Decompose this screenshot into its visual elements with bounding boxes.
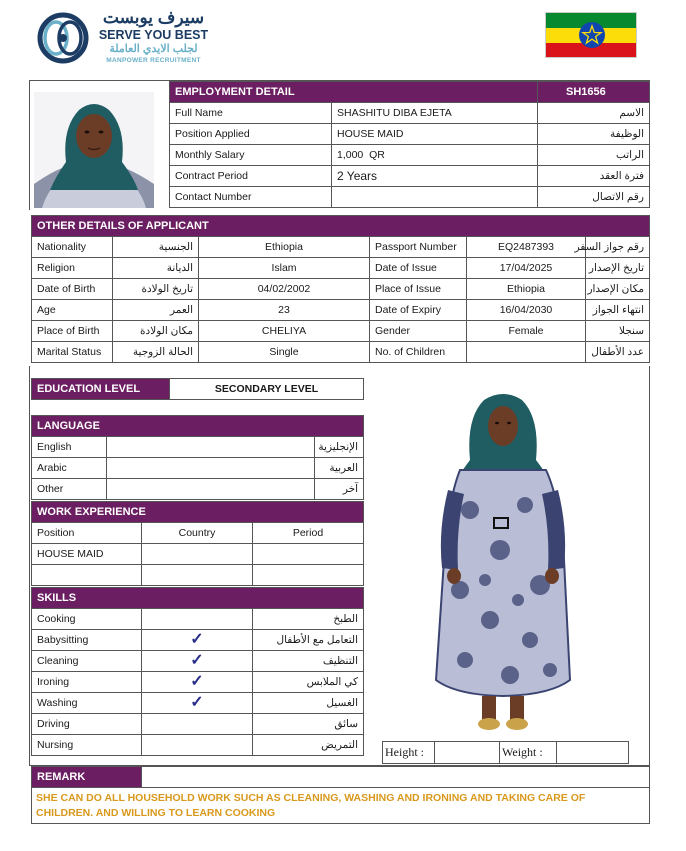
table-row <box>32 300 650 321</box>
passport-detail-value: Female <box>467 321 586 342</box>
weight-label: Weight : <box>500 742 557 764</box>
weight-value <box>557 742 629 764</box>
contract-period-value: 2 Years <box>332 166 538 187</box>
remark-line-2: CHILDREN. AND WILLING TO LEARN COOKING <box>36 806 276 819</box>
monthly-salary-value: 1,000 QR <box>332 145 538 166</box>
passport-detail-arabic-label: انتهاء الجواز <box>586 300 650 321</box>
table-row <box>32 279 650 300</box>
language-title: LANGUAGE <box>32 416 364 437</box>
language-label: English <box>32 437 107 458</box>
passport-detail-arabic-label: سنجلا <box>586 321 650 342</box>
detail-label: Place of Birth <box>32 321 113 342</box>
passport-detail-value: 17/04/2025 <box>467 258 586 279</box>
detail-arabic-label: الجنسية <box>113 237 199 258</box>
table-row <box>32 437 364 458</box>
full-name-value: SHASHITU DIBA EJETA <box>332 103 538 124</box>
table-row <box>170 103 650 124</box>
passport-detail-value <box>467 342 586 363</box>
position-applied-value: HOUSE MAID <box>332 124 538 145</box>
checkmark-icon: ✓ <box>142 693 253 714</box>
work-period <box>253 544 364 565</box>
table-row <box>32 651 364 672</box>
table-row <box>170 187 650 208</box>
table-row <box>32 630 364 651</box>
detail-label: Age <box>32 300 113 321</box>
other-details-title: OTHER DETAILS OF APPLICANT <box>32 216 650 237</box>
remark-line-1: SHE CAN DO ALL HOUSEHOLD WORK SUCH AS CLEANING, WASHING AND IRONING AND TAKING CARE OF <box>36 791 586 804</box>
skill-check-cell <box>142 609 253 630</box>
table-row <box>32 714 364 735</box>
passport-detail-value: 16/04/2030 <box>467 300 586 321</box>
passport-detail-label: No. of Children <box>370 342 467 363</box>
contact-number-label: Contact Number <box>170 187 332 208</box>
checkmark-icon: ✓ <box>142 630 253 651</box>
skill-label: Cooking <box>32 609 142 630</box>
passport-detail-value: EQ2487393 <box>467 237 586 258</box>
skill-arabic-label: التمريض <box>253 735 364 756</box>
brand-arabic-name: سيرف يوبست <box>102 8 205 27</box>
ethiopia-flag-icon <box>545 12 637 58</box>
table-row <box>32 458 364 479</box>
language-label: Other <box>32 479 107 500</box>
brand-english-name: SERVE YOU BEST <box>98 28 209 42</box>
passport-detail-arabic-label: عدد الأطفال <box>586 342 650 363</box>
contact-number-value <box>332 187 538 208</box>
detail-value: Islam <box>199 258 370 279</box>
reference-code: SH1656 <box>538 82 650 103</box>
skill-arabic-label: الطبخ <box>253 609 364 630</box>
remark-table <box>31 766 650 824</box>
detail-label: Religion <box>32 258 113 279</box>
work-position: HOUSE MAID <box>32 544 142 565</box>
checkmark-icon: ✓ <box>142 672 253 693</box>
skills-title: SKILLS <box>32 588 364 609</box>
language-arabic-label: العربية <box>315 458 364 479</box>
detail-value: CHELIYA <box>199 321 370 342</box>
skill-label: Washing <box>32 693 142 714</box>
skill-label: Driving <box>32 714 142 735</box>
full-name-label: Full Name <box>170 103 332 124</box>
contract-period-arabic-label: فترة العقد <box>538 166 650 187</box>
position-applied-arabic-label: الوظيفة <box>538 124 650 145</box>
work-country <box>142 565 253 586</box>
passport-detail-label: Passport Number <box>370 237 467 258</box>
table-row <box>32 693 364 714</box>
language-label: Arabic <box>32 458 107 479</box>
skill-arabic-label: التنظيف <box>253 651 364 672</box>
work-experience-title: WORK EXPERIENCE <box>32 502 364 523</box>
detail-label: Nationality <box>32 237 113 258</box>
position-applied-label: Position Applied <box>170 124 332 145</box>
table-row <box>32 672 364 693</box>
language-value <box>107 479 315 500</box>
work-header-country: Country <box>142 523 253 544</box>
table-row <box>170 124 650 145</box>
applicant-full-body-photo <box>430 390 576 732</box>
table-row <box>32 609 364 630</box>
detail-arabic-label: مكان الولادة <box>113 321 199 342</box>
work-country <box>142 544 253 565</box>
table-row <box>32 342 650 363</box>
monthly-salary-label: Monthly Salary <box>170 145 332 166</box>
detail-arabic-label: العمر <box>113 300 199 321</box>
contract-period-label: Contract Period <box>170 166 332 187</box>
employment-detail-title: EMPLOYMENT DETAIL <box>170 82 538 103</box>
skills-table <box>31 587 364 756</box>
language-arabic-label: الإنجليزية <box>315 437 364 458</box>
detail-value: Single <box>199 342 370 363</box>
work-header-position: Position <box>32 523 142 544</box>
logo-emblem-icon <box>34 12 92 64</box>
table-row <box>32 735 364 756</box>
employment-detail-table <box>169 81 650 208</box>
passport-detail-label: Place of Issue <box>370 279 467 300</box>
table-row <box>32 565 364 586</box>
detail-value: 04/02/2002 <box>199 279 370 300</box>
monthly-salary-arabic-label: الراتب <box>538 145 650 166</box>
checkmark-icon: ✓ <box>142 651 253 672</box>
height-label: Height : <box>383 742 435 764</box>
other-details-table <box>31 215 650 363</box>
education-level-value: SECONDARY LEVEL <box>170 379 364 400</box>
table-row <box>32 479 364 500</box>
language-arabic-label: آخر <box>315 479 364 500</box>
full-name-arabic-label: الاسم <box>538 103 650 124</box>
table-row <box>32 321 650 342</box>
passport-detail-arabic-label: مكان الإصدار <box>586 279 650 300</box>
skill-arabic-label: التعامل مع الأطفال <box>253 630 364 651</box>
skill-label: Cleaning <box>32 651 142 672</box>
education-level-label: EDUCATION LEVEL <box>32 379 170 400</box>
table-row <box>32 237 650 258</box>
table-row <box>32 544 364 565</box>
detail-label: Date of Birth <box>32 279 113 300</box>
language-table <box>31 415 364 500</box>
work-header-period: Period <box>253 523 364 544</box>
skill-arabic-label: سائق <box>253 714 364 735</box>
passport-detail-label: Date of Expiry <box>370 300 467 321</box>
education-level-table <box>31 378 364 400</box>
skill-check-cell <box>142 735 253 756</box>
skill-label: Nursing <box>32 735 142 756</box>
passport-detail-label: Gender <box>370 321 467 342</box>
table-row <box>32 258 650 279</box>
language-value <box>107 437 315 458</box>
detail-arabic-label: تاريخ الولادة <box>113 279 199 300</box>
skill-label: Babysitting <box>32 630 142 651</box>
detail-label: Marital Status <box>32 342 113 363</box>
detail-value: 23 <box>199 300 370 321</box>
work-position <box>32 565 142 586</box>
remark-title: REMARK <box>32 767 142 788</box>
work-experience-table <box>31 501 364 586</box>
passport-detail-arabic-label: تاريخ الإصدار <box>586 258 650 279</box>
detail-arabic-label: الحالة الزوجية <box>113 342 199 363</box>
passport-detail-label: Date of Issue <box>370 258 467 279</box>
work-period <box>253 565 364 586</box>
skill-check-cell <box>142 714 253 735</box>
brand-tagline: MANPOWER RECRUITMENT <box>106 57 201 64</box>
detail-value: Ethiopia <box>199 237 370 258</box>
contact-number-arabic-label: رقم الاتصال <box>538 187 650 208</box>
passport-detail-arabic-label: رقم جواز السفر <box>586 237 650 258</box>
brand-arabic-sub: لجلب الايدي العاملة <box>109 43 198 55</box>
passport-detail-value: Ethiopia <box>467 279 586 300</box>
language-value <box>107 458 315 479</box>
table-row <box>170 166 650 187</box>
remark-text <box>32 788 650 824</box>
table-row <box>170 145 650 166</box>
detail-arabic-label: الديانة <box>113 258 199 279</box>
height-weight-table <box>382 741 629 764</box>
height-value <box>435 742 500 764</box>
skill-arabic-label: الغسيل <box>253 693 364 714</box>
skill-arabic-label: كي الملابس <box>253 672 364 693</box>
skill-label: Ironing <box>32 672 142 693</box>
applicant-portrait-photo <box>34 92 154 208</box>
